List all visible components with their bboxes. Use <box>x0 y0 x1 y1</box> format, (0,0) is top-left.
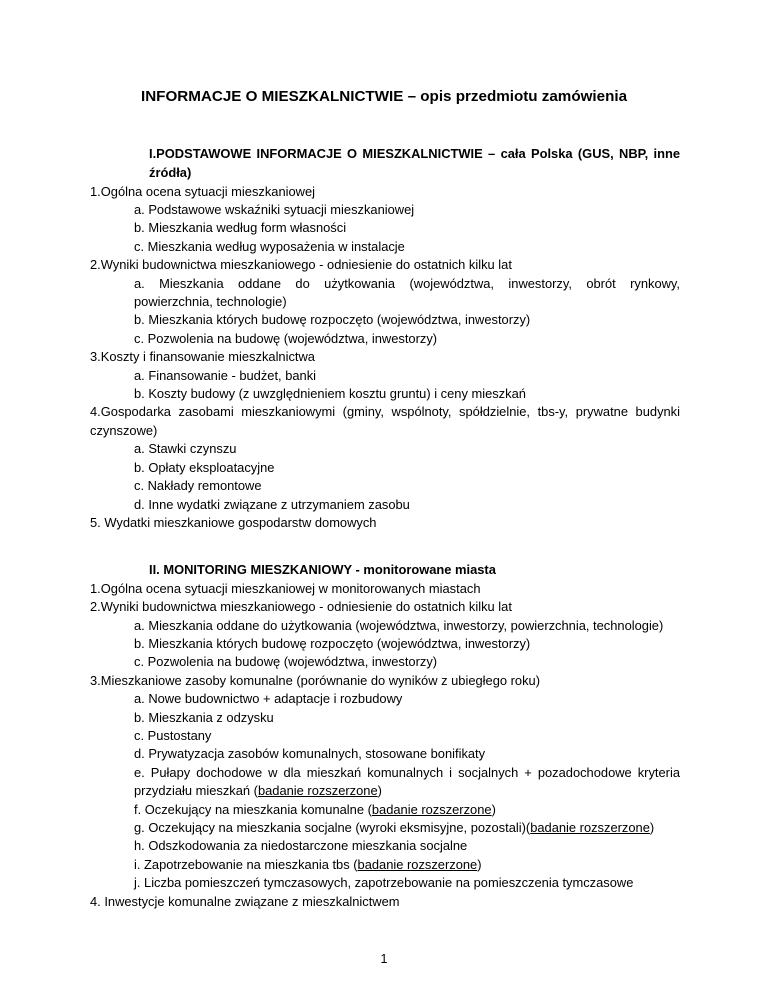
list-item: h. Odszkodowania za niedostarczone mieszkania socjalne <box>134 838 468 854</box>
list-item: e. Pułapy dochodowe w dla mieszkań komunalnych i socjalnych + pozadochodowe kryteria przydziału mieszkań (badanie rozszerzone) <box>134 764 680 799</box>
list-item: a. Stawki czynszu <box>134 441 237 457</box>
underlined-note: badanie rozszerzone <box>357 856 478 872</box>
list-item: b. Mieszkania których budowę rozpoczęto (województwa, inwestorzy) <box>134 636 531 652</box>
list-item: i. Zapotrzebowanie na mieszkania tbs (badanie rozszerzone) <box>134 856 482 872</box>
list-item: c. Pozwolenia na budowę (województwa, inwestorzy) <box>134 654 438 670</box>
list-item: c. Mieszkania według wyposażenia w instalacje <box>134 238 405 254</box>
list-item: b. Mieszkania z odzysku <box>134 709 274 725</box>
list-item: b. Koszty budowy (z uwzględnieniem kosztu gruntu) i ceny mieszkań <box>134 386 526 402</box>
list-item: g. Oczekujący na mieszkania socjalne (wyroki eksmisyjne, pozostali)(badanie rozszerzone) <box>134 820 655 836</box>
list-item: j. Liczba pomieszczeń tymczasowych, zapotrzebowanie na pomieszczenia tymczasowe <box>134 875 634 891</box>
page-number: 1 <box>380 952 388 966</box>
section-1 <box>90 145 680 532</box>
list-item: 1.Ogólna ocena sytuacji mieszkaniowej w monitorowanych miastach <box>90 580 481 596</box>
underlined-note: badanie rozszerzone <box>530 820 650 836</box>
list-item: a. Mieszkania oddane do użytkowania (województwa, inwestorzy, obrót rynkowy, powierzchnia, technologie) <box>134 275 680 310</box>
list-item: c. Pozwolenia na budowę (województwa, inwestorzy) <box>134 330 438 346</box>
list-item: 1.Ogólna ocena sytuacji mieszkaniowej <box>90 183 315 199</box>
list-item: 5. Wydatki mieszkaniowe gospodarstw domowych <box>90 514 377 530</box>
list-item: a. Mieszkania oddane do użytkowania (województwa, inwestorzy, powierzchnia, technologie) <box>134 617 664 633</box>
section-1-heading: I.PODSTAWOWE INFORMACJE O MIESZKALNICTWIE – cała Polska (GUS, NBP, inne źródła) <box>149 146 680 180</box>
section-2-heading: II. MONITORING MIESZKANIOWY - monitorowane miasta <box>149 562 496 577</box>
list-item: d. Prywatyzacja zasobów komunalnych, stosowane bonifikaty <box>134 746 486 762</box>
list-item: a. Nowe budownictwo + adaptacje i rozbudowy <box>134 691 403 707</box>
document-title: INFORMACJE O MIESZKALNICTWIE – opis przedmiotu zamówienia <box>140 88 628 105</box>
list-item: 2.Wyniki budownictwa mieszkaniowego - odniesienie do ostatnich kilku lat <box>90 257 512 273</box>
list-item: b. Mieszkania według form własności <box>134 220 347 236</box>
list-item: 2.Wyniki budownictwa mieszkaniowego - odniesienie do ostatnich kilku lat <box>90 599 512 615</box>
list-item: a. Finansowanie - budżet, banki <box>134 367 317 383</box>
list-item: 4.Gospodarka zasobami mieszkaniowymi (gminy, wspólnoty, spółdzielnie, tbs-y, prywatne budynki czynszowe) <box>90 404 680 438</box>
section-2 <box>90 561 680 911</box>
list-item: b. Opłaty eksploatacyjne <box>134 459 275 475</box>
list-item: 3.Mieszkaniowe zasoby komunalne (porównanie do wyników z ubiegłego roku) <box>90 672 540 688</box>
underlined-note: badanie rozszerzone <box>257 783 378 799</box>
list-item: f. Oczekujący na mieszkania komunalne (badanie rozszerzone) <box>134 801 496 817</box>
list-item: c. Pustostany <box>134 728 212 744</box>
list-item: c. Nakłady remontowe <box>134 478 262 494</box>
list-item: 4. Inwestycje komunalne związane z mieszkalnictwem <box>90 893 400 909</box>
underlined-note: badanie rozszerzone <box>371 801 492 817</box>
list-item: b. Mieszkania których budowę rozpoczęto (województwa, inwestorzy) <box>134 312 531 328</box>
list-item: 3.Koszty i finansowanie mieszkalnictwa <box>90 349 315 365</box>
list-item: a. Podstawowe wskaźniki sytuacji mieszkaniowej <box>134 202 415 217</box>
list-item: d. Inne wydatki związane z utrzymaniem zasobu <box>134 496 410 512</box>
